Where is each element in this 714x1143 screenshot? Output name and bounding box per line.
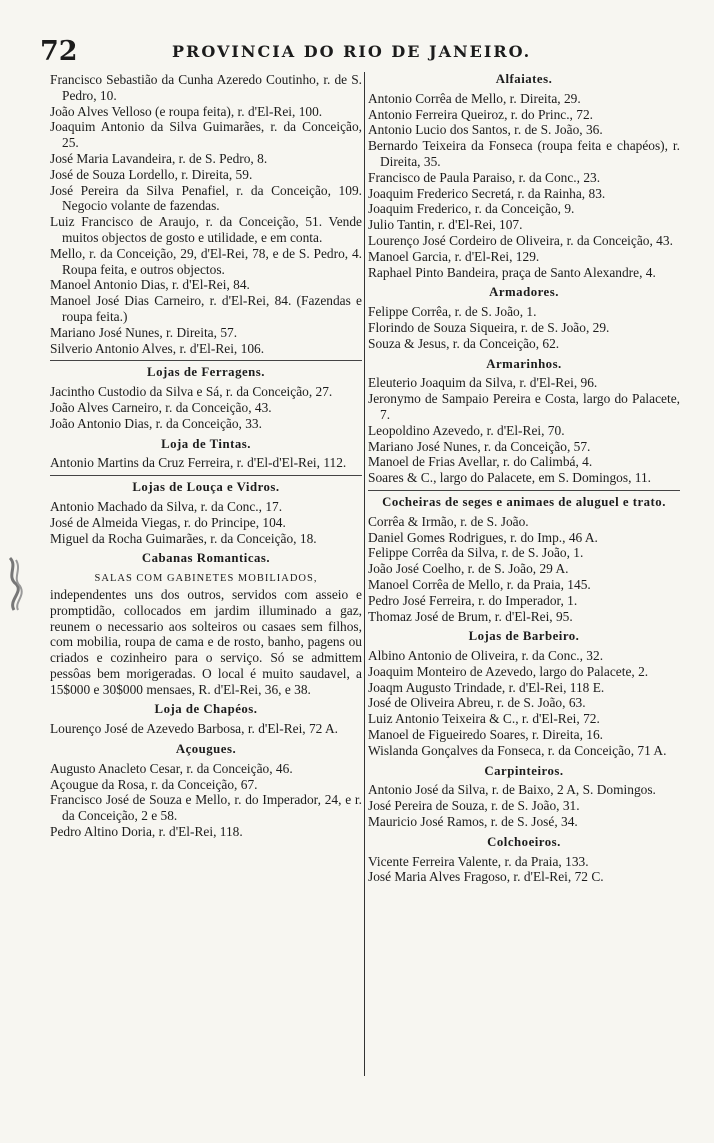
list-item: Daniel Gomes Rodrigues, r. do Imp., 46 A. (368, 529, 598, 545)
list-item: Antonio Corrêa de Mello, r. Direita, 29. (368, 90, 581, 106)
list-item: Jacintho Custodio da Silva e Sá, r. da Conceição, 27. (50, 384, 333, 400)
list-item: José Maria Lavandeira, r. de S. Pedro, 8. (50, 150, 268, 166)
list-item: Lourenço José Cordeiro de Oliveira, r. da Conceição, 43. (368, 232, 673, 248)
list-item: Bernardo Teixeira da Fonseca (roupa feita e chapéos), r. Direita, 35. (368, 138, 680, 169)
list-item: Luiz Antonio Teixeira & C., r. d'El-Rei, 72. (368, 711, 600, 727)
list-item: Joaqm Augusto Trindade, r. d'El-Rei, 118 E. (368, 679, 605, 695)
cabanas-subheading: SALAS COM GABINETES MOBILIADOS, (94, 573, 318, 585)
list-item: João Alves Carneiro, r. da Conceição, 43. (50, 399, 272, 415)
list-item: Antonio José da Silva, r. de Baixo, 2 A, S. Domingos. (368, 782, 656, 798)
section-heading-cocheiras: Cocheiras de seges e animaes de aluguel e trato. (382, 494, 666, 509)
list-item: Soares & C., largo do Palacete, em S. Domingos, 11. (368, 470, 652, 486)
list-item: Jeronymo de Sampaio Pereira e Costa, largo do Palacete, 7. (368, 391, 680, 422)
list-item: Manoel Corrêa de Mello, r. da Praia, 145. (368, 576, 591, 592)
list-item: Florindo de Souza Siqueira, r. de S. João, 29. (368, 319, 610, 335)
right-column (368, 72, 680, 885)
list-item: Luiz Francisco de Araujo, r. da Conceição, 51. Vende muitos objectos de gosto e utilidade, e em conta. (50, 214, 362, 245)
list-item: Manoel de Figueiredo Soares, r. Direita, 16. (368, 727, 604, 743)
list-item: Mello, r. da Conceição, 29, d'El-Rei, 78, e de S. Pedro, 4. Roupa feita, e outros objectos. (50, 245, 362, 277)
list-item: Felippe Corrêa da Silva, r. de S. João, 1. (368, 545, 584, 561)
section-heading-ferragens: Lojas de Ferragens. (147, 365, 265, 380)
list-item: Manoel José Dias Carneiro, r. d'El-Rei, 84. (Fazendas e roupa feita.) (50, 293, 362, 324)
list-item: João Antonio Dias, r. da Conceição, 33. (50, 415, 262, 431)
list-item: Leopoldino Azevedo, r. d'El-Rei, 70. (368, 422, 565, 438)
column-divider (364, 72, 365, 1076)
list-item: Raphael Pinto Bandeira, praça de Santo Alexandre, 4. (368, 264, 656, 280)
list-item: João Alves Velloso (e roupa feita), r. d'El-Rei, 100. (50, 103, 323, 119)
section-heading-armarinhos: Armarinhos. (486, 356, 562, 371)
list-item: Antonio Machado da Silva, r. da Conc., 17. (50, 498, 283, 514)
list-item: Lourenço José de Azevedo Barbosa, r. d'El-Rei, 72 A. (50, 721, 339, 737)
list-item: João José Coelho, r. de S. João, 29 A. (368, 561, 569, 577)
section-heading-alfaiates: Alfaiates. (495, 72, 553, 86)
list-item: Açougue da Rosa, r. da Conceição, 67. (50, 776, 258, 792)
section-heading-colchoeiros: Colchoeiros. (487, 834, 561, 849)
list-item: Antonio Martins da Cruz Ferreira, r. d'El-d'El-Rei, 112. (50, 455, 347, 471)
list-item: Manoel Garcia, r. d'El-Rei, 129. (368, 248, 540, 264)
list-item: Felippe Corrêa, r. de S. João, 1. (368, 304, 537, 320)
section-heading-carpinteiros: Carpinteiros. (484, 763, 564, 778)
list-item: Manoel Antonio Dias, r. d'El-Rei, 84. (50, 277, 250, 293)
section-heading-barbeiro: Lojas de Barbeiro. (468, 629, 580, 644)
section-heading-tintas: Loja de Tintas. (161, 436, 251, 451)
list-item: Joaquim Frederico, r. da Conceição, 9. (368, 201, 575, 217)
list-item: Francisco de Paula Paraiso, r. da Conc., 23. (368, 169, 601, 185)
list-item: José de Oliveira Abreu, r. de S. João, 63. (368, 695, 586, 711)
section-heading-armadores: Armadores. (489, 285, 559, 300)
list-item: Joaquim Antonio da Silva Guimarães, r. da Conceição, 25. (50, 119, 362, 151)
list-item: Thomaz José de Brum, r. d'El-Rei, 95. (368, 608, 573, 624)
list-item: Francisco Sebastião da Cunha Azeredo Coutinho, r. de S. Pedro, 10. (50, 72, 362, 103)
list-item: Pedro José Ferreira, r. do Imperador, 1. (368, 592, 578, 608)
section-rule (50, 360, 362, 361)
list-item: José Pereira de Souza, r. de S. João, 31. (368, 798, 580, 814)
list-item: Francisco José de Souza e Mello, r. do Imperador, 24, e r. da Conceição, 2 e 58. (50, 792, 362, 824)
list-item: Wislanda Gonçalves da Fonseca, r. da Conceição, 71 A. (368, 742, 667, 758)
list-item: Julio Tantin, r. d'El-Rei, 107. (368, 217, 523, 233)
list-item: Albino Antonio de Oliveira, r. da Conc., 32. (368, 648, 604, 664)
left-list-top (50, 72, 362, 356)
list-item: Souza & Jesus, r. da Conceição, 62. (368, 335, 560, 351)
section-heading-cabanas: Cabanas Romanticas. (141, 551, 271, 566)
list-item: Pedro Altino Doria, r. d'El-Rei, 118. (50, 824, 243, 840)
section-heading-acougues: Açougues. (175, 742, 237, 757)
list-item: Corrêa & Irmão, r. de S. João. (368, 513, 529, 529)
left-column (50, 72, 362, 840)
list-item: Joaquim Monteiro de Azevedo, largo do Palacete, 2. (368, 663, 649, 679)
section-rule (50, 475, 362, 476)
list-item: Joaquim Frederico Secretá, r. da Rainha, 83. (368, 185, 606, 201)
list-item: Miguel da Rocha Guimarães, r. da Conceição, 18. (50, 530, 317, 546)
list-item: Antonio Lucio dos Santos, r. de S. João, 36. (368, 122, 603, 138)
list-item: Antonio Ferreira Queiroz, r. do Princ., 72. (368, 106, 593, 122)
list-item: Mariano José Nunes, r. Direita, 57. (50, 324, 238, 340)
list-item: Vicente Ferreira Valente, r. da Praia, 133. (368, 853, 589, 869)
list-item: Mauricio José Ramos, r. de S. José, 34. (368, 814, 578, 830)
list-item: Augusto Anacleto Cesar, r. da Conceição, 46. (50, 760, 293, 776)
cabanas-advertisement-text: independentes uns dos outros, servidos com asseio e promptidão, collocados em jardim illuminado a gaz, reunem o necessario aos solteiros ou casaes sem filhos, com mobilia, roupa de cama e de rosto, banho, pagens ou criados e cozinheiro para o serviço. Só se admittem pessôas bem morigeradas. O local é muito saudavel, a 15$000 e 30$000 mensaes, R. d'El-Rei, 36, e 38. (50, 586, 362, 697)
list-item: José Maria Alves Fragoso, r. d'El-Rei, 72 C. (368, 869, 604, 885)
section-heading-chapeos: Loja de Chapéos. (154, 702, 258, 717)
list-item: Eleuterio Joaquim da Silva, r. d'El-Rei, 96. (368, 375, 598, 391)
list-item: Mariano José Nunes, r. da Conceição, 57. (368, 438, 591, 454)
running-title: PROVINCIA DO RIO DE JANEIRO. (172, 42, 532, 61)
binding-stitch-mark (4, 556, 26, 612)
section-rule (368, 490, 680, 491)
page-number: 72 (40, 36, 78, 67)
list-item: Manoel de Frias Avellar, r. do Calimbá, 4. (368, 454, 593, 470)
list-item: José Pereira da Silva Penafiel, r. da Conceição, 109. Negocio volante de fazendas. (50, 182, 362, 214)
page-header (40, 36, 680, 72)
section-heading-louca: Lojas de Louça e Vidros. (132, 480, 280, 495)
list-item: Silverio Antonio Alves, r. d'El-Rei, 106. (50, 340, 265, 356)
list-item: José de Souza Lordello, r. Direita, 59. (50, 166, 253, 182)
list-item: José de Almeida Viegas, r. do Principe, 104. (50, 514, 286, 530)
